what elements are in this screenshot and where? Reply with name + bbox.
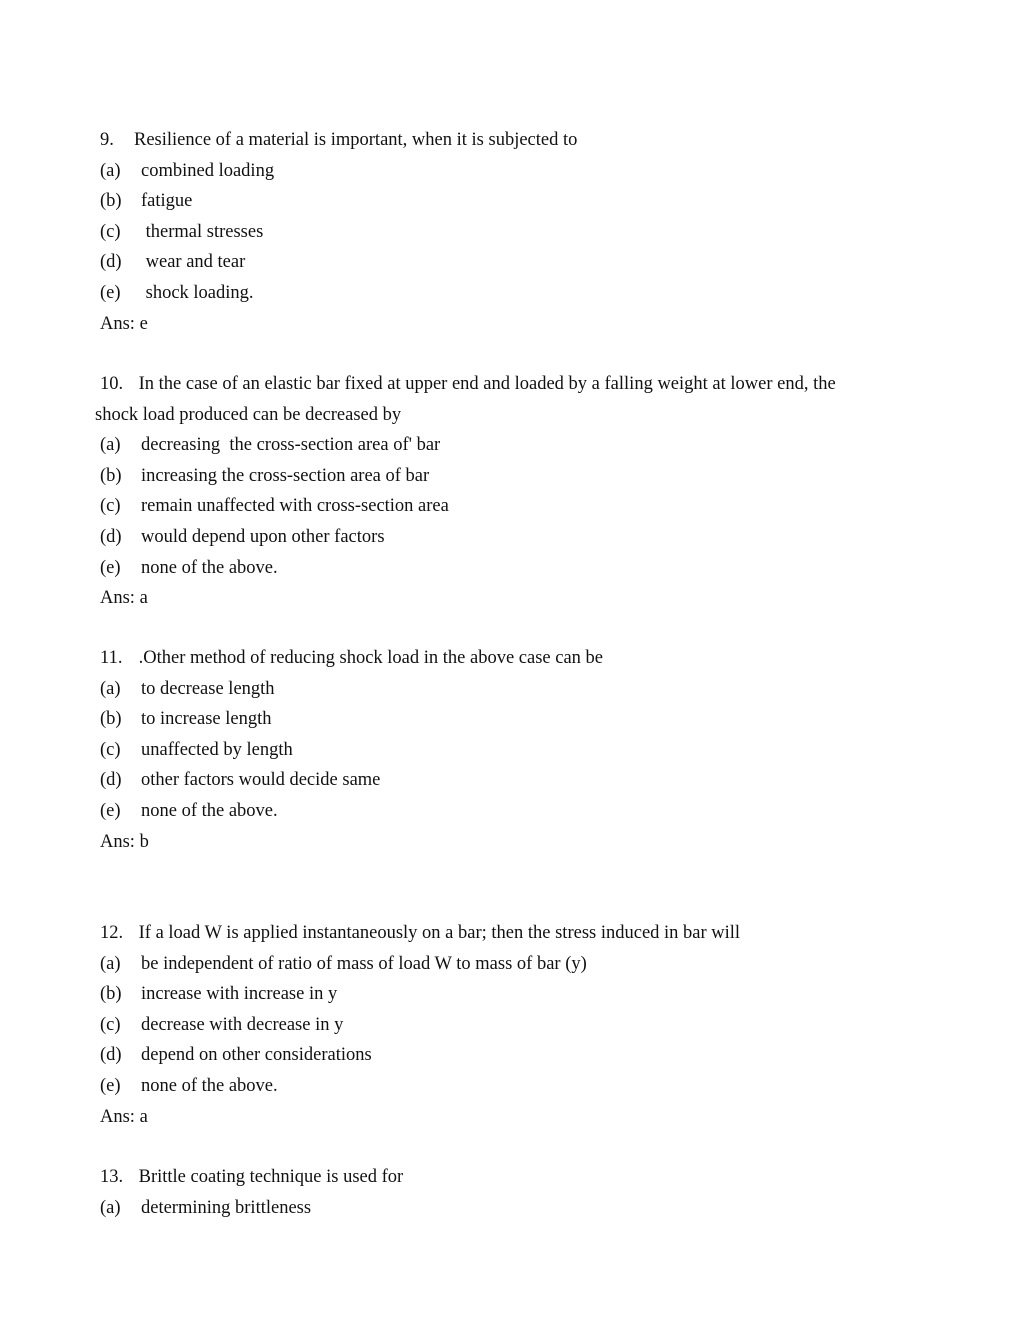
option-text: determining brittleness (141, 1197, 312, 1218)
option-item (0, 461, 1020, 492)
option-text: increasing the cross-section area of bar (141, 465, 430, 486)
option-text: be independent of ratio of mass of load W to mass of bar (y) (141, 953, 587, 974)
question-number: 13. (100, 1167, 124, 1187)
question-block (0, 125, 1020, 339)
option-label: (b) (100, 984, 122, 1005)
question-stem (0, 918, 1020, 949)
option-label: (d) (100, 526, 122, 547)
option-text: other factors would decide same (141, 770, 381, 791)
option-item (0, 278, 1020, 309)
option-text: to increase length (141, 709, 272, 730)
option-label: (e) (100, 282, 121, 303)
option-label: (e) (100, 557, 121, 578)
question-text: Brittle coating technique is used for (134, 1167, 404, 1187)
option-label: (b) (100, 709, 122, 730)
option-text: shock loading. (141, 282, 254, 303)
option-item (0, 217, 1020, 248)
question-text-continued: shock load produced can be decreased by (95, 404, 402, 425)
answer: Ans: a (100, 588, 148, 609)
question-number: 11. (100, 648, 123, 668)
question-number: 9. (100, 130, 114, 150)
option-label: (c) (100, 739, 121, 760)
option-item (0, 491, 1020, 522)
option-item (0, 765, 1020, 796)
question-text: In the case of an elastic bar fixed at upper end and loaded by a falling weight at lower end, the (134, 374, 836, 394)
option-label: (d) (100, 1045, 122, 1066)
option-text: none of the above. (141, 557, 278, 578)
option-text: unaffected by length (141, 739, 293, 760)
option-label: (b) (100, 191, 122, 212)
question-block (0, 369, 1020, 614)
question-text: .Other method of reducing shock load in the above case can be (134, 648, 604, 668)
answer: Ans: a (100, 1106, 148, 1127)
option-label: (a) (100, 953, 121, 974)
option-label: (e) (100, 800, 121, 821)
question-stem (0, 643, 1020, 674)
option-item (0, 796, 1020, 827)
question-block (0, 918, 1020, 1132)
option-item (0, 553, 1020, 584)
option-label: (a) (100, 160, 121, 181)
option-label: (d) (100, 770, 122, 791)
option-label: (c) (100, 221, 121, 242)
answer: Ans: e (100, 313, 148, 334)
option-item (0, 1193, 1020, 1224)
option-text: none of the above. (141, 1075, 278, 1096)
question-number: 10. (100, 374, 124, 394)
question-block (0, 643, 1020, 857)
option-item (0, 735, 1020, 766)
option-label: (a) (100, 1197, 121, 1218)
question-number: 12. (100, 923, 124, 943)
option-text: increase with increase in y (141, 984, 338, 1005)
option-item (0, 1010, 1020, 1041)
option-text: would depend upon other factors (141, 526, 385, 547)
option-item (0, 674, 1020, 705)
option-item (0, 1040, 1020, 1071)
question-text: Resilience of a material is important, when it is subjected to (134, 130, 578, 150)
option-text: fatigue (141, 191, 193, 212)
option-label: (d) (100, 252, 122, 273)
option-item (0, 430, 1020, 461)
option-item (0, 522, 1020, 553)
option-text: depend on other considerations (141, 1045, 372, 1066)
option-item (0, 156, 1020, 187)
option-text: decreasing the cross-section area of' bar (141, 435, 441, 456)
option-item (0, 247, 1020, 278)
question-text: If a load W is applied instantaneously on a bar; then the stress induced in bar will (134, 923, 741, 943)
question-stem (0, 369, 1020, 400)
option-text: combined loading (141, 160, 275, 181)
option-item (0, 186, 1020, 217)
question-stem (0, 125, 1020, 156)
option-label: (b) (100, 465, 122, 486)
question-stem (0, 1162, 1020, 1193)
answer: Ans: b (100, 831, 149, 852)
option-label: (c) (100, 496, 121, 517)
option-text: wear and tear (141, 252, 246, 273)
option-label: (c) (100, 1014, 121, 1035)
option-text: remain unaffected with cross-section area (141, 496, 449, 517)
option-item (0, 704, 1020, 735)
option-item (0, 979, 1020, 1010)
option-text: thermal stresses (141, 221, 264, 242)
option-label: (a) (100, 678, 121, 699)
option-item (0, 1071, 1020, 1102)
option-item (0, 949, 1020, 980)
option-text: decrease with decrease in y (141, 1014, 344, 1035)
option-label: (a) (100, 435, 121, 456)
option-label: (e) (100, 1075, 121, 1096)
question-block (0, 1162, 1020, 1223)
option-text: to decrease length (141, 678, 275, 699)
option-text: none of the above. (141, 800, 278, 821)
